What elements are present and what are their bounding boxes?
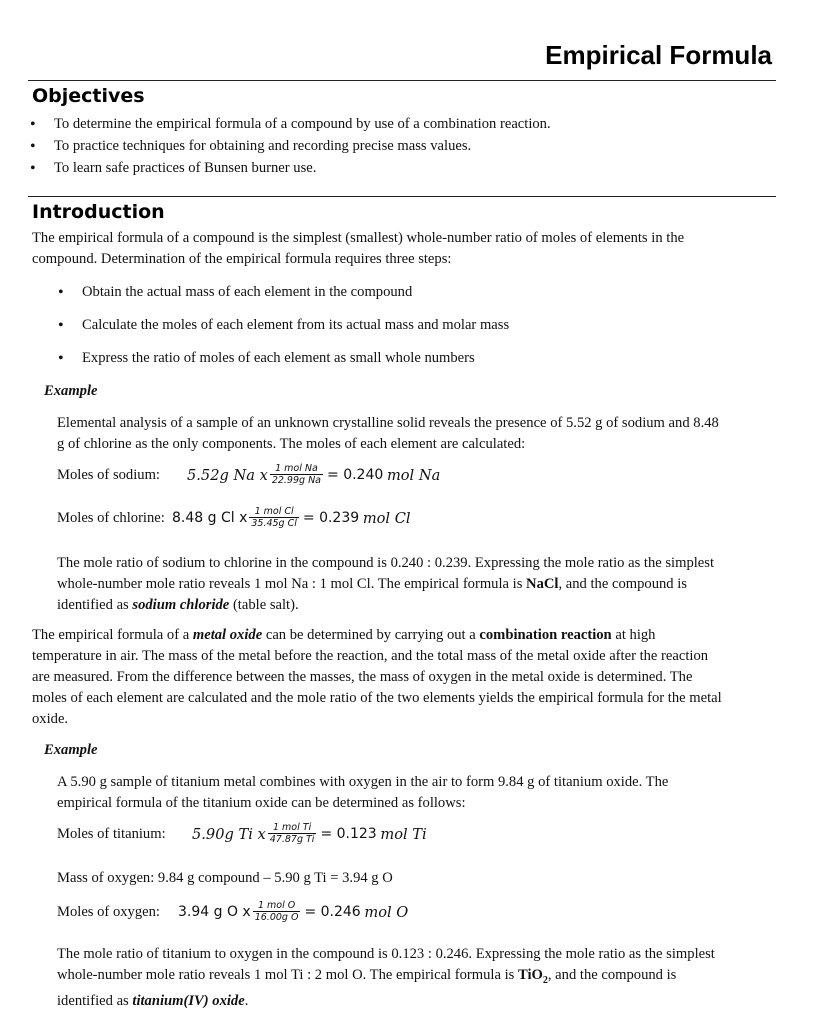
metal-oxide-paragraph: The empirical formula of a metal oxide can be determined by carrying out a combination reaction at high temperature in air. The mass of the metal before the reaction, and the total mass of the metal oxide after the reaction are measured. From the difference between the masses, the mass of oxygen in the metal oxide is determined. The moles of each element are calculated and the mole ratio of the two elements yields the empirical formula for the metal oxide. [32,627,722,727]
bullet-icon: • [58,317,64,334]
fraction: $\frac{\text{1 mol O}}{\text{16.00g O}}$ [254,900,299,923]
step-item: • Calculate the moles of each element from its actual mass and molar mass [58,317,510,334]
objective-item: • To learn safe practices of Bunsen burner use. [30,160,317,177]
bullet-icon: • [30,160,36,177]
title-rule [28,80,776,81]
fraction: $\frac{\text{1 mol Na}}{\text{22.99g Na}}$ [271,463,322,486]
bullet-icon: • [58,350,64,367]
fraction: $\frac{\text{1 mol Cl}}{\text{35.45g Cl}}$ [251,506,297,529]
step-item: • Obtain the actual mass of each element in the compound [58,284,413,301]
oxygen-mass-line: Mass of oxygen: 9.84 g compound – 5.90 g Ti = 3.94 g O [57,870,393,886]
equation-oxygen: Moles of oxygen: 3.94 g O x $\frac{\text{1 mol O}}{\text{16.00g O}}$ = 0.246 mol O [57,900,409,923]
example-conclusion: The mole ratio of titanium to oxygen in the compound is 0.123 : 0.246. Expressing the mole ratio as the simplest whole-number mole ratio reveals 1 mol Ti : 2 mol O. The empirical formula is TiO$_2$, and the compound is identified as titanium(IV) oxide. [57,946,715,1009]
equation-chlorine: Moles of chlorine: 8.48 g Cl x $\frac{\text{1 mol Cl}}{\text{35.45g Cl}}$ = 0.239 mol Cl [57,506,411,529]
objective-item: • To determine the empirical formula of a compound by use of a combination reaction. [30,116,551,133]
section-rule [28,196,776,197]
steps-list [58,282,510,381]
intro-paragraph: The empirical formula of a compound is the simplest (smallest) whole-number ratio of moles of elements in the compound. Determination of the empirical formula requires three steps: [32,230,685,267]
example-text: Elemental analysis of a sample of an unknown crystalline solid reveals the presence of 5.52 g of sodium and 8.48 g of chlorine as the only components. The moles of each element are calculated: [57,415,719,452]
example-label: Example [44,383,98,399]
bullet-icon: • [30,138,36,155]
equation-titanium: Moles of titanium: 5.90g Ti x $\frac{\text{1 mol Ti}}{\text{47.87g Ti}}$ = 0.123 mol Ti [57,822,427,845]
objective-item: • To practice techniques for obtaining and recording precise mass values. [30,138,472,155]
example-conclusion: The mole ratio of sodium to chlorine in the compound is 0.240 : 0.239. Expressing the mole ratio as the simplest whole-number mole ratio reveals 1 mol Na : 1 mol Cl. The empirical formula is NaCl, and the compound is identified as sodium chloride (table salt). [57,555,715,613]
objectives-list [30,114,551,180]
step-item: • Express the ratio of moles of each element as small whole numbers [58,350,475,367]
page-title: Empirical Formula [545,40,772,70]
introduction-heading: Introduction [32,201,165,223]
bullet-icon: • [30,116,36,133]
bullet-icon: • [58,284,64,301]
fraction: $\frac{\text{1 mol Ti}}{\text{47.87g Ti}}$ [269,822,315,845]
equation-sodium: Moles of sodium: 5.52g Na x $\frac{\text{1 mol Na}}{\text{22.99g Na}}$ = 0.240 mol Na [57,463,441,486]
example-label: Example [44,742,98,758]
example-text: A 5.90 g sample of titanium metal combines with oxygen in the air to form 9.84 g of titanium oxide. The empirical formula of the titanium oxide can be determined as follows: [57,774,669,811]
objectives-heading: Objectives [32,85,145,107]
